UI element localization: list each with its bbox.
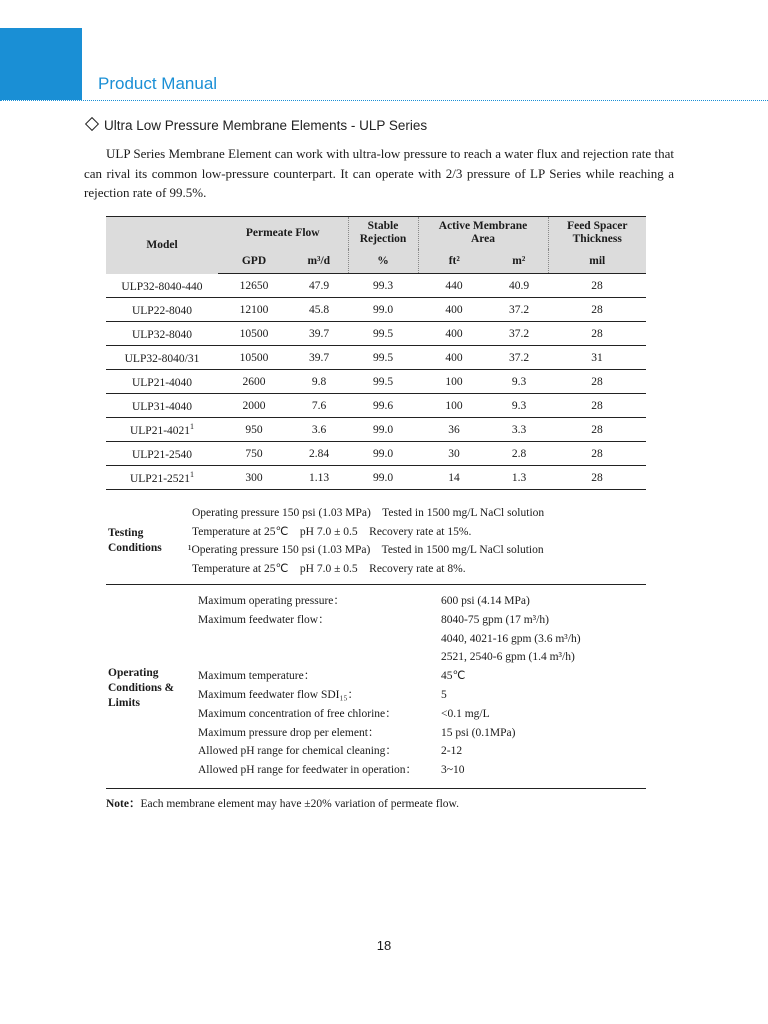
- col-stable-rejection-text: Stable Rejection: [359, 220, 407, 245]
- testing-line: Temperature at 25℃ pH 7.0 ± 0.5 Recovery rate at 15%.: [192, 525, 472, 538]
- cell-model-text: ULP21-4040: [131, 376, 193, 389]
- cell-m2-text: 3.3: [511, 423, 527, 436]
- col-feed-spacer-text: Feed Spacer Thickness: [567, 220, 628, 245]
- cell-m3d-text: 1.13: [308, 471, 330, 484]
- table-row: [106, 298, 646, 322]
- cell-ft2-text: 14: [448, 471, 460, 484]
- limit-row: [198, 630, 638, 649]
- page-number: 18: [376, 938, 392, 953]
- table-row: [106, 394, 646, 418]
- cell-m2: [490, 322, 548, 346]
- unit-ft2: ft²: [418, 249, 490, 274]
- cell-model-text: ULP21-2540: [131, 448, 193, 461]
- cell-rej: [348, 370, 418, 394]
- cell-mil-text: 28: [591, 375, 603, 388]
- diamond-icon: [85, 117, 99, 131]
- cell-gpd-text: 10500: [239, 351, 269, 364]
- cell-m2-text: 37.2: [508, 327, 530, 340]
- col-stable-rejection: [348, 217, 418, 250]
- cell-model: [106, 298, 218, 322]
- limit-value: 2-12: [441, 745, 463, 758]
- cell-ft2: [418, 442, 490, 466]
- col-permeate-flow: Permeate Flow: [218, 217, 348, 250]
- cell-m2-text: 9.3: [511, 375, 527, 388]
- cell-model: [106, 274, 218, 298]
- testing-line: Operating pressure 150 psi (1.03 MPa) Tested in 1500 mg/L NaCl solution: [192, 507, 545, 519]
- cell-rej-text: 99.3: [372, 279, 394, 292]
- limit-key: Allowed pH range for chemical cleaning：: [198, 745, 397, 758]
- limit-value: 3~10: [441, 764, 465, 777]
- cell-mil: [548, 418, 646, 442]
- cell-mil-text: 28: [591, 447, 603, 460]
- cell-m3d-text: 2.84: [308, 447, 330, 460]
- cell-gpd-text: 12100: [239, 303, 269, 316]
- cell-gpd: [218, 322, 290, 346]
- cell-ft2: [418, 418, 490, 442]
- unit-pct: %: [348, 249, 418, 274]
- cell-gpd-text: 750: [245, 447, 263, 460]
- limit-value: 4040, 4021-16 gpm (3.6 m³/h): [441, 632, 581, 645]
- limit-value: 45℃: [441, 670, 466, 683]
- header-title: Product Manual: [98, 74, 218, 93]
- cell-model: [106, 466, 218, 490]
- spec-table: [106, 216, 646, 490]
- limit-row: [198, 761, 638, 780]
- cell-rej-text: 99.0: [372, 447, 394, 460]
- limit-value: 15 psi (0.1MPa): [441, 726, 516, 739]
- limit-key: Maximum feedwater flow：: [198, 613, 330, 626]
- limit-key: Maximum concentration of free chlorine：: [198, 707, 397, 720]
- operating-limits: [106, 586, 646, 789]
- limit-value: 8040-75 gpm (17 m³/h): [441, 613, 549, 626]
- cell-gpd: [218, 466, 290, 490]
- cell-gpd: [218, 418, 290, 442]
- cell-m2: [490, 394, 548, 418]
- cell-mil-text: 28: [591, 423, 603, 436]
- cell-ft2: [418, 346, 490, 370]
- limit-row: [198, 742, 638, 761]
- limit-key: Maximum operating pressure：: [198, 595, 345, 607]
- limit-row: [198, 724, 638, 743]
- table-row: [106, 274, 646, 298]
- unit-mil: mil: [548, 249, 646, 274]
- cell-model: [106, 370, 218, 394]
- cell-mil-text: 28: [591, 303, 603, 316]
- cell-rej-text: 99.5: [372, 327, 394, 340]
- cell-rej: [348, 466, 418, 490]
- testing-label: [108, 526, 178, 556]
- limit-value: 600 psi (4.14 MPa): [441, 595, 530, 607]
- cell-mil-text: 28: [591, 279, 603, 292]
- cell-m2: [490, 298, 548, 322]
- cell-model-text: ULP32-8040/31: [124, 352, 200, 365]
- cell-model: [106, 442, 218, 466]
- cell-gpd: [218, 370, 290, 394]
- intro-line: rate that can rival its common low-pressure counterpart. It can operate with 2/3 pressure of LP Series: [84, 146, 675, 181]
- cell-model-text: ULP31-4040: [131, 400, 193, 413]
- cell-m3d-text: 39.7: [308, 351, 330, 364]
- cell-mil: [548, 442, 646, 466]
- cell-ft2: [418, 394, 490, 418]
- cell-ft2-text: 440: [445, 279, 463, 292]
- cell-m2: [490, 274, 548, 298]
- cell-rej: [348, 274, 418, 298]
- limit-row: [198, 705, 638, 724]
- cell-m2: [490, 418, 548, 442]
- cell-m3d: [290, 418, 348, 442]
- cell-rej-text: 99.5: [372, 375, 394, 388]
- note-text: Each membrane element may have ±20% variation of permeate flow.: [140, 798, 459, 810]
- cell-m3d: [290, 466, 348, 490]
- cell-m2-text: 2.8: [511, 447, 527, 460]
- testing-line: ¹Operating pressure 150 psi (1.03 MPa) Tested in 1500 mg/L NaCl solution: [188, 544, 544, 556]
- cell-ft2: [418, 370, 490, 394]
- cell-gpd: [218, 346, 290, 370]
- cell-m2-text: 9.3: [511, 399, 527, 412]
- testing-label-text: Testing Conditions: [108, 527, 162, 554]
- cell-gpd-text: 2600: [242, 375, 266, 388]
- header-color-block: [0, 28, 82, 100]
- cell-ft2: [418, 466, 490, 490]
- cell-rej-text: 99.0: [372, 423, 394, 436]
- cell-m3d: [290, 322, 348, 346]
- cell-model: [106, 346, 218, 370]
- cell-ft2: [418, 298, 490, 322]
- cell-m3d-text: 45.8: [308, 303, 330, 316]
- limit-key: Maximum feedwater flow SDI₁₅：: [198, 689, 359, 701]
- cell-rej-text: 99.5: [372, 351, 394, 364]
- cell-m2: [490, 442, 548, 466]
- cell-model-text: ULP32-8040: [131, 328, 193, 341]
- cell-model: [106, 322, 218, 346]
- cell-mil-text: 28: [591, 399, 603, 412]
- section-title-text: Ultra Low Pressure Membrane Elements - ULP Series: [104, 118, 428, 133]
- cell-m3d: [290, 274, 348, 298]
- cell-mil: [548, 274, 646, 298]
- cell-gpd: [218, 274, 290, 298]
- col-feed-spacer: [548, 217, 646, 250]
- testing-line: Temperature at 25℃ pH 7.0 ± 0.5 Recovery rate at 8%.: [192, 562, 466, 575]
- cell-rej-text: 99.6: [372, 399, 394, 412]
- table-row: [106, 346, 646, 370]
- limit-row: [198, 648, 638, 667]
- limit-key: Maximum temperature：: [198, 670, 316, 683]
- cell-gpd: [218, 394, 290, 418]
- cell-mil: [548, 346, 646, 370]
- unit-gpd: GPD: [218, 249, 290, 274]
- cell-rej: [348, 442, 418, 466]
- cell-mil: [548, 298, 646, 322]
- footnote-marker: 1: [190, 422, 195, 432]
- table-row: [106, 418, 646, 442]
- cell-gpd: [218, 442, 290, 466]
- cell-ft2-text: 100: [445, 375, 463, 388]
- cell-model-text: ULP32-8040-440: [121, 280, 203, 293]
- cell-mil: [548, 394, 646, 418]
- col-active-area-text: Active Membrane Area: [438, 220, 528, 245]
- cell-ft2-text: 400: [445, 327, 463, 340]
- cell-rej-text: 99.0: [372, 471, 394, 484]
- cell-ft2: [418, 322, 490, 346]
- cell-ft2: [418, 274, 490, 298]
- table-row: [106, 322, 646, 346]
- cell-m2: [490, 370, 548, 394]
- limits-label-text: Operating Conditions & Limits: [108, 667, 175, 709]
- cell-model-text: ULP21-2521: [129, 472, 191, 485]
- limit-row: [198, 686, 638, 705]
- limit-value: <0.1 mg/L: [441, 707, 490, 720]
- cell-model-text: ULP21-4021: [129, 424, 191, 437]
- cell-m2: [490, 466, 548, 490]
- intro-line: while reaching a rejection rate of 99.5%.: [84, 165, 675, 200]
- cell-rej: [348, 418, 418, 442]
- cell-m3d: [290, 346, 348, 370]
- cell-m3d-text: 3.6: [311, 423, 327, 436]
- testing-conditions: [106, 500, 646, 585]
- limit-row: [198, 592, 638, 611]
- cell-mil: [548, 322, 646, 346]
- limit-value: 2521, 2540-6 gpm (1.4 m³/h): [441, 651, 575, 664]
- col-active-area: [418, 217, 548, 250]
- cell-m3d: [290, 298, 348, 322]
- limit-value: 5: [441, 689, 447, 701]
- cell-ft2-text: 36: [448, 423, 460, 436]
- intro-line: ULP Series Membrane Element can work with ultra-low pressure to reach a water flux and rejection: [106, 146, 629, 161]
- cell-mil: [548, 370, 646, 394]
- cell-model: [106, 394, 218, 418]
- cell-model-text: ULP22-8040: [131, 304, 193, 317]
- cell-mil-text: 28: [591, 471, 603, 484]
- cell-m3d-text: 39.7: [308, 327, 330, 340]
- section-title: [84, 118, 427, 133]
- footnote-marker: 1: [190, 470, 195, 480]
- cell-m3d-text: 7.6: [311, 399, 327, 412]
- testing-lines: [188, 504, 545, 578]
- cell-m2: [490, 346, 548, 370]
- note: [106, 795, 459, 811]
- cell-rej: [348, 394, 418, 418]
- limit-row: [198, 667, 638, 686]
- cell-m3d: [290, 442, 348, 466]
- header-divider: [0, 100, 768, 101]
- cell-gpd: [218, 298, 290, 322]
- cell-m3d: [290, 394, 348, 418]
- unit-m2: m²: [490, 249, 548, 274]
- cell-rej: [348, 322, 418, 346]
- cell-mil-text: 31: [591, 351, 603, 364]
- cell-m3d: [290, 370, 348, 394]
- cell-mil-text: 28: [591, 327, 603, 340]
- cell-m2-text: 40.9: [508, 279, 530, 292]
- table-row: [106, 442, 646, 466]
- cell-ft2-text: 100: [445, 399, 463, 412]
- cell-m2-text: 37.2: [508, 351, 530, 364]
- table-row: [106, 466, 646, 490]
- cell-gpd-text: 300: [245, 471, 263, 484]
- cell-gpd-text: 2000: [242, 399, 266, 412]
- cell-rej: [348, 298, 418, 322]
- intro-paragraph: [84, 144, 674, 203]
- table-row: [106, 370, 646, 394]
- limits-label: [108, 666, 178, 711]
- cell-m3d-text: 47.9: [308, 279, 330, 292]
- unit-m3d: m³/d: [290, 249, 348, 274]
- cell-rej-text: 99.0: [372, 303, 394, 316]
- cell-m2-text: 37.2: [508, 303, 530, 316]
- limit-key: Maximum pressure drop per element：: [198, 726, 380, 739]
- cell-ft2-text: 30: [448, 447, 460, 460]
- note-label: Note：: [106, 798, 141, 810]
- cell-ft2-text: 400: [445, 351, 463, 364]
- cell-gpd-text: 10500: [239, 327, 269, 340]
- cell-m2-text: 1.3: [511, 471, 527, 484]
- cell-gpd-text: 12650: [239, 279, 269, 292]
- cell-rej: [348, 346, 418, 370]
- cell-ft2-text: 400: [445, 303, 463, 316]
- limit-key: Allowed pH range for feedwater in operation：: [198, 764, 418, 777]
- limit-row: [198, 611, 638, 630]
- cell-model: [106, 418, 218, 442]
- cell-m3d-text: 9.8: [311, 375, 327, 388]
- col-model: Model: [106, 217, 218, 274]
- cell-mil: [548, 466, 646, 490]
- cell-gpd-text: 950: [245, 423, 263, 436]
